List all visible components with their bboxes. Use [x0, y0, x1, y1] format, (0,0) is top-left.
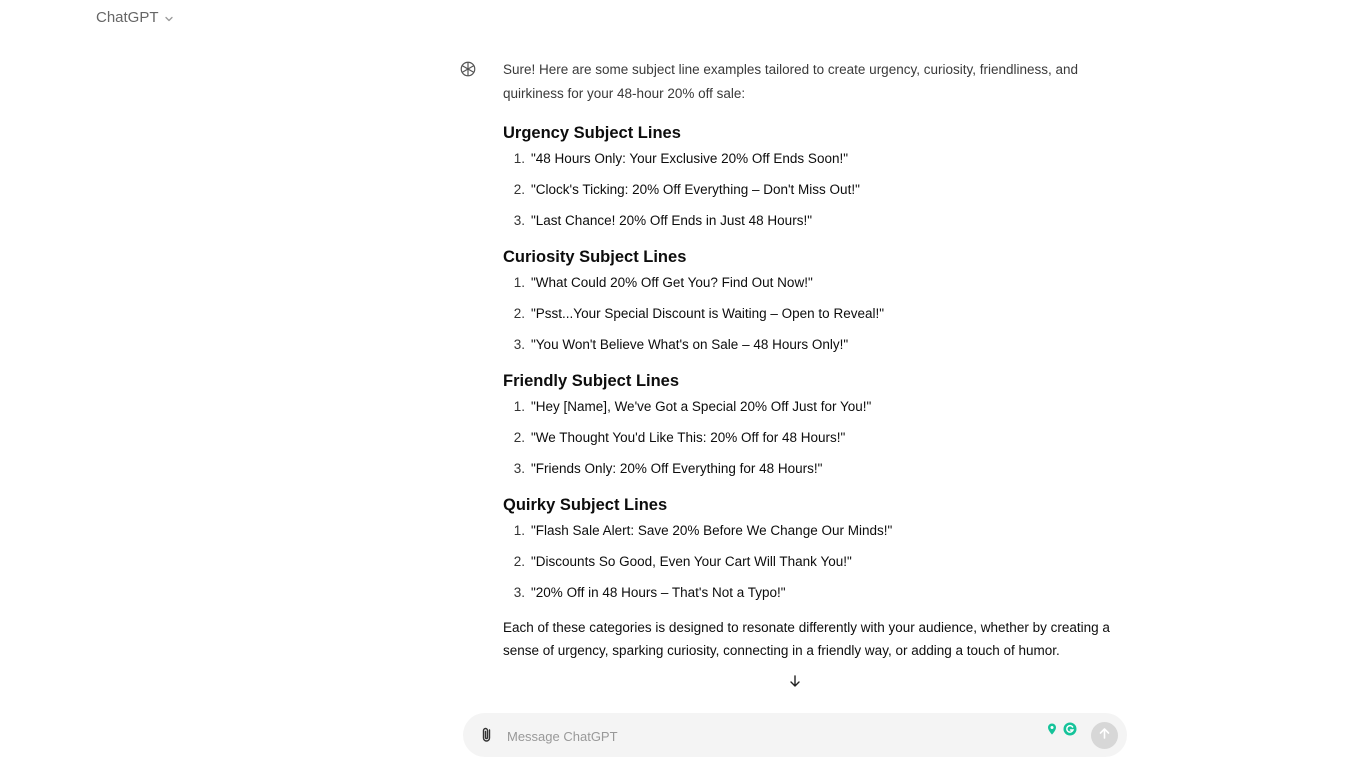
section-curiosity: [503, 247, 1123, 354]
item-number: 2.: [513, 554, 525, 569]
list-item: [503, 149, 1123, 168]
list-item: [503, 211, 1123, 230]
list-item: [503, 273, 1123, 292]
message-input[interactable]: [505, 724, 1029, 748]
chevron-down-icon: [163, 13, 175, 25]
message-outro: Each of these categories is designed to resonate differently with your audience, whether by creating a sense of urgency, sparking curiosity, connecting in a friendly way, or adding a touch of humor.: [503, 620, 1110, 658]
list-item: [503, 583, 1123, 602]
arrow-up-icon: [1098, 727, 1111, 745]
item-text: "Last Chance! 20% Off Ends in Just 48 Hours!": [531, 213, 812, 228]
section-title: Quirky Subject Lines: [503, 496, 668, 514]
item-text: "Friends Only: 20% Off Everything for 48 Hours!": [531, 461, 823, 476]
list-item: [503, 552, 1123, 571]
list-item: [503, 459, 1123, 478]
list-item: [503, 335, 1123, 354]
list-item: [503, 521, 1123, 540]
subject-line-list: [503, 521, 1123, 602]
subject-line-list: [503, 149, 1123, 230]
scroll-to-bottom-button[interactable]: [786, 674, 804, 692]
item-text: "We Thought You'd Like This: 20% Off for 48 Hours!": [531, 430, 846, 445]
item-number: 2.: [513, 430, 525, 445]
model-name: ChatGPT: [96, 9, 159, 26]
send-button[interactable]: [1091, 722, 1118, 749]
item-text: "Discounts So Good, Even Your Cart Will Thank You!": [531, 554, 852, 569]
section-friendly: [503, 371, 1123, 478]
model-selector[interactable]: [96, 9, 175, 26]
item-text: "Flash Sale Alert: Save 20% Before We Change Our Minds!": [531, 523, 893, 538]
item-number: 3.: [513, 213, 525, 228]
message-intro: Sure! Here are some subject line examples tailored to create urgency, curiosity, friendliness, and quirkiness for your 48-hour 20% off sale:: [503, 62, 1079, 101]
item-text: "What Could 20% Off Get You? Find Out Now!": [531, 275, 813, 290]
item-number: 1.: [513, 275, 525, 290]
section-urgency: [503, 123, 1123, 230]
openai-logo-icon: [459, 60, 477, 78]
section-quirky: [503, 495, 1123, 602]
item-number: 1.: [513, 523, 525, 538]
section-title: Urgency Subject Lines: [503, 124, 681, 142]
location-pin-icon[interactable]: [1045, 722, 1059, 736]
subject-line-list: [503, 397, 1123, 478]
grammarly-icon[interactable]: [1063, 722, 1077, 736]
item-number: 2.: [513, 182, 525, 197]
list-item: [503, 180, 1123, 199]
item-text: "20% Off in 48 Hours – That's Not a Typo!": [531, 585, 786, 600]
item-text: "48 Hours Only: Your Exclusive 20% Off Ends Soon!": [531, 151, 849, 166]
item-number: 3.: [513, 461, 525, 476]
list-item: [503, 304, 1123, 323]
extension-icons: [1045, 722, 1077, 736]
item-number: 1.: [513, 399, 525, 414]
message-composer: [463, 713, 1127, 757]
item-text: "Hey [Name], We've Got a Special 20% Off Just for You!": [531, 399, 872, 414]
paperclip-icon[interactable]: [477, 725, 497, 745]
item-number: 3.: [513, 337, 525, 352]
item-text: "You Won't Believe What's on Sale – 48 Hours Only!": [531, 337, 849, 352]
subject-line-list: [503, 273, 1123, 354]
item-number: 3.: [513, 585, 525, 600]
item-text: "Psst...Your Special Discount is Waiting – Open to Reveal!": [531, 306, 885, 321]
item-number: 1.: [513, 151, 525, 166]
assistant-message: [503, 58, 1123, 713]
item-number: 2.: [513, 306, 525, 321]
list-item: [503, 428, 1123, 447]
item-text: "Clock's Ticking: 20% Off Everything – Don't Miss Out!": [531, 182, 860, 197]
section-title: Curiosity Subject Lines: [503, 248, 687, 266]
section-title: Friendly Subject Lines: [503, 372, 680, 390]
list-item: [503, 397, 1123, 416]
arrow-down-icon: [788, 674, 802, 693]
